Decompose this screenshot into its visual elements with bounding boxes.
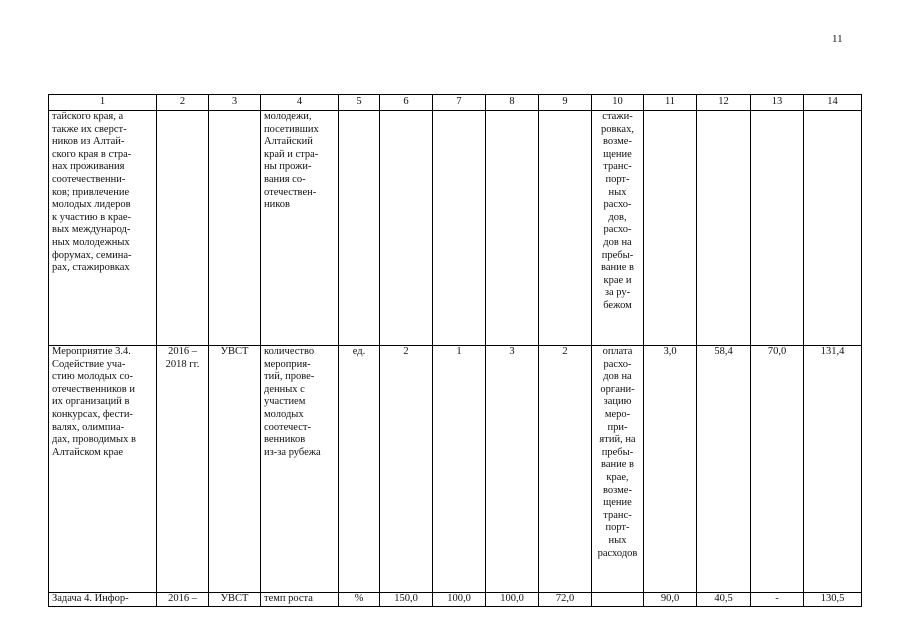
table-cell: молодежи, посетивших Алтайский край и стра- ны прожи- вания со- отечествен- ников — [261, 111, 339, 346]
table-cell — [486, 111, 539, 346]
table-cell — [804, 111, 862, 346]
table-cell: оплата расхо- дов на органи- зацию меро- при- ятий, на пребы- вание в крае, возме- щение транс- порт- ных расходов — [592, 346, 644, 593]
table-cell: % — [339, 593, 380, 607]
header-cell: 14 — [804, 95, 862, 111]
table-cell: Задача 4. Инфор- — [49, 593, 157, 607]
table-cell: 1 — [433, 346, 486, 593]
table-cell: 100,0 — [433, 593, 486, 607]
table-cell — [592, 593, 644, 607]
table-cell: - — [751, 593, 804, 607]
table-cell: УВСТ — [209, 593, 261, 607]
table-cell — [380, 111, 433, 346]
table-cell: 2016 – 2018 гг. — [157, 346, 209, 593]
header-cell: 5 — [339, 95, 380, 111]
table-cell: 3,0 — [644, 346, 697, 593]
table-cell: стажи- ровках, возме- щение транс- порт- ных расхо- дов, расхо- дов на пребы- вание в крае и за ру- бежом — [592, 111, 644, 346]
header-cell: 2 — [157, 95, 209, 111]
table-cell: темп роста — [261, 593, 339, 607]
table-cell: 58,4 — [697, 346, 751, 593]
table-cell — [209, 111, 261, 346]
header-cell: 10 — [592, 95, 644, 111]
table-cell: 130,5 — [804, 593, 862, 607]
table-cell: 72,0 — [539, 593, 592, 607]
table-cell: 150,0 — [380, 593, 433, 607]
header-cell: 11 — [644, 95, 697, 111]
table-row — [49, 346, 862, 593]
table-cell: 70,0 — [751, 346, 804, 593]
header-cell: 9 — [539, 95, 592, 111]
header-cell: 4 — [261, 95, 339, 111]
table-cell: Мероприятие 3.4. Содействие уча- стию молодых со- отечественников и их организаций в конкурсах, фести- валях, олимпиа- дах, проводимых в Алтайском крае — [49, 346, 157, 593]
table-cell — [433, 111, 486, 346]
table-cell: тайского края, а также их сверст- ников из Алтай- ского края в стра- нах проживания соотечественни- ков; привлечение молодых лидеров к участию в крае- вых международ- ных молодежных форумах, семина- рах, стажировках — [49, 111, 157, 346]
table-row — [49, 593, 862, 607]
table-row — [49, 111, 862, 346]
table-cell: 100,0 — [486, 593, 539, 607]
table-cell: 3 — [486, 346, 539, 593]
header-cell: 1 — [49, 95, 157, 111]
header-row — [49, 95, 862, 111]
table-cell: 131,4 — [804, 346, 862, 593]
header-cell: 12 — [697, 95, 751, 111]
header-cell: 8 — [486, 95, 539, 111]
table-cell: количество мероприя- тий, прове- денных с участием молодых соотечест- венников из-за рубежа — [261, 346, 339, 593]
table-cell — [644, 111, 697, 346]
table-cell: 2016 – — [157, 593, 209, 607]
table-cell: 40,5 — [697, 593, 751, 607]
table-cell — [539, 111, 592, 346]
table-cell: ед. — [339, 346, 380, 593]
table-cell — [157, 111, 209, 346]
header-cell: 7 — [433, 95, 486, 111]
program-table — [48, 94, 862, 607]
header-cell: 6 — [380, 95, 433, 111]
table-cell — [697, 111, 751, 346]
table-cell: 90,0 — [644, 593, 697, 607]
table-cell — [751, 111, 804, 346]
page-number: 11 — [832, 33, 843, 45]
table-cell: УВСТ — [209, 346, 261, 593]
table-cell — [339, 111, 380, 346]
table-cell: 2 — [539, 346, 592, 593]
table-cell: 2 — [380, 346, 433, 593]
header-cell: 3 — [209, 95, 261, 111]
header-cell: 13 — [751, 95, 804, 111]
